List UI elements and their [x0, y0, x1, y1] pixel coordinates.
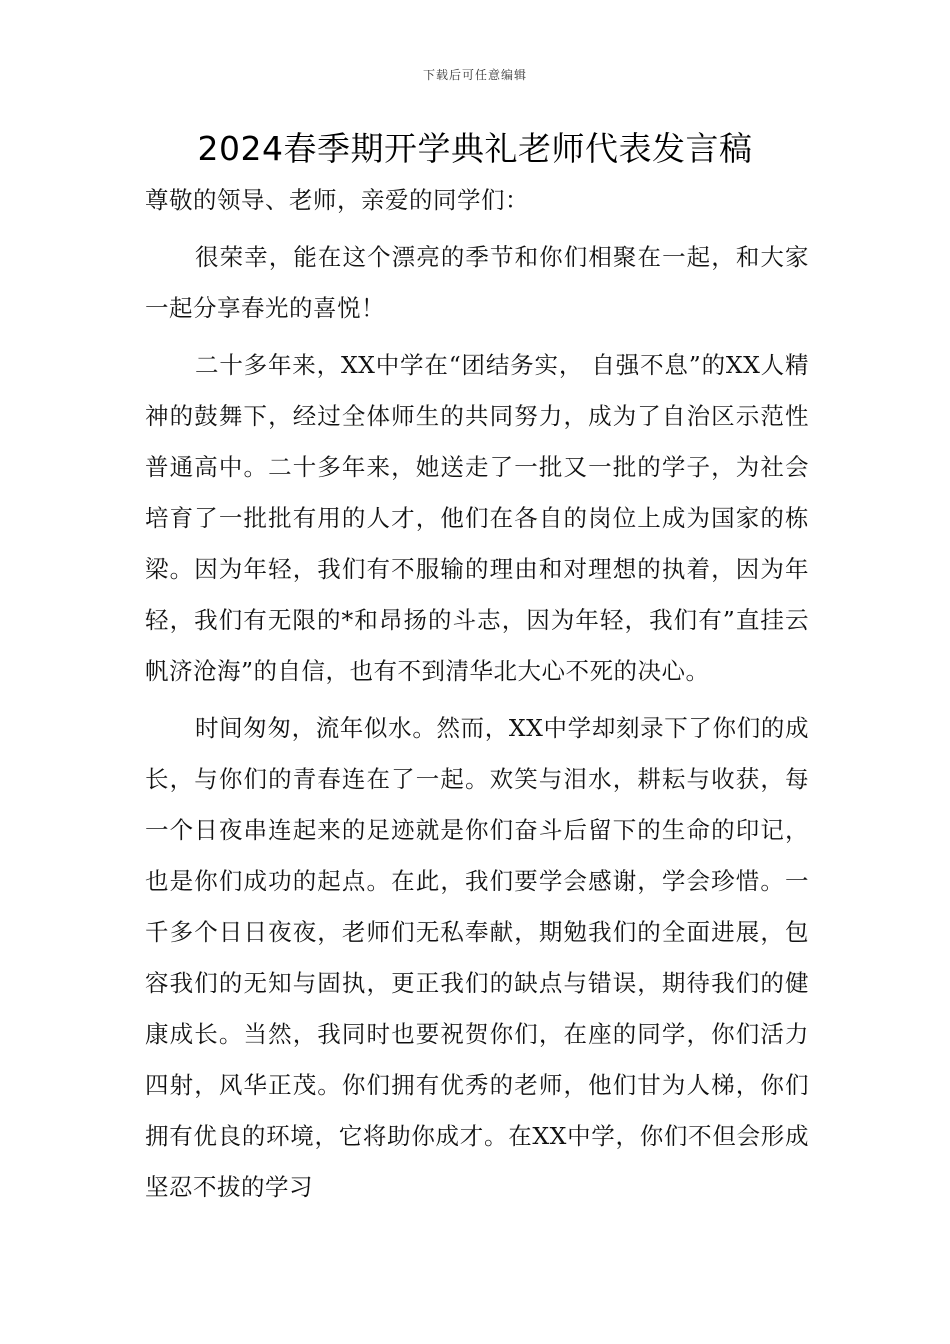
paragraph-3: 时间匆匆，流年似水。然而，XX中学却刻录下了你们的成长，与你们的青春连在了一起。欢笑与泪水，耕耘与收获，每一个日夜串连起来的足迹就是你们奋斗后留下的生命的印记，也是你们成功的起点。在此，我们要学会感谢，学会珍惜。一千多个日日夜夜，老师们无私奉献，期勉我们的全面进展，包容我们的无知与固执，更正我们的缺点与错误，期待我们的健康成长。当然，我同时也要祝贺你们，在座的同学，你们活力四射，风华正茂。你们拥有优秀的老师，他们甘为人梯，你们拥有优良的环境，它将助你成才。在XX中学，你们不但会形成坚忍不拔的学习	[145, 714, 809, 1201]
header-note: 下载后可任意编辑	[422, 68, 527, 82]
document-body	[145, 175, 809, 1213]
salutation: 尊敬的领导、老师，亲爱的同学们：	[145, 186, 529, 214]
paragraph-1: 很荣幸，能在这个漂亮的季节和你们相聚在一起，和大家一起分享春光的喜悦！	[145, 243, 809, 322]
paragraph-2: 二十多年来，XX中学在“团结务实， 自强不息”的XX人精神的鼓舞下，经过全体师生的共同努力，成为了自治区示范性普通高中。二十多年来，她送走了一批又一批的学子，为社会培育了一批批有用的人才，他们在各自的岗位上成为国家的栋梁。因为年轻，我们有不服输的理由和对理想的执着，因为年轻，我们有无限的*和昂扬的斗志，因为年轻，我们有”直挂云帆济沧海”的自信，也有不到清华北大心不死的决心。	[145, 351, 809, 685]
document-title: 2024春季期开学典礼老师代表发言稿	[197, 129, 753, 168]
